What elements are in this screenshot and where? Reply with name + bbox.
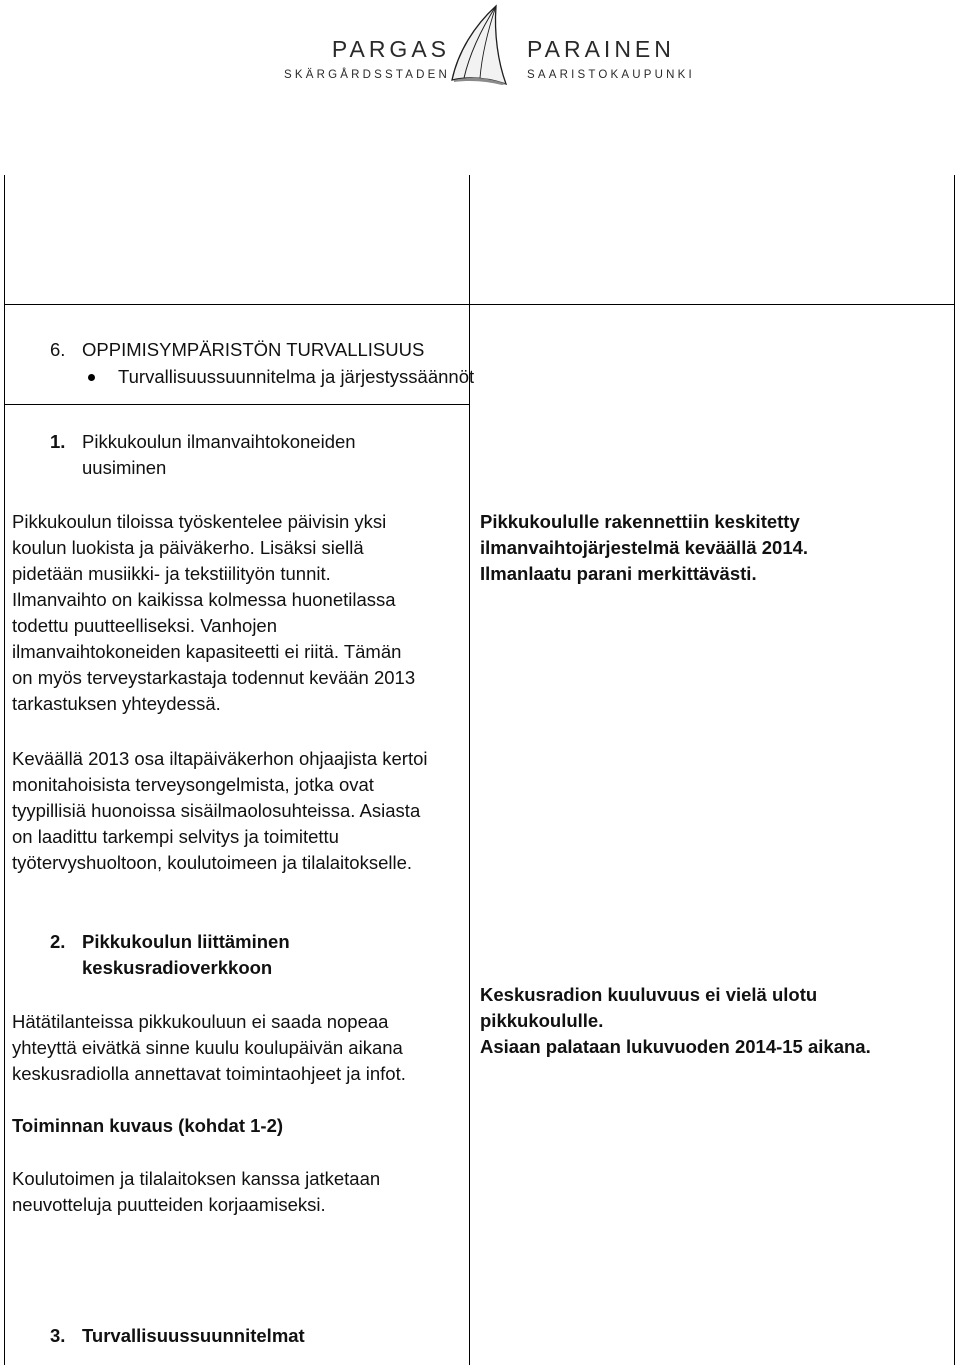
table-border-right: [954, 175, 955, 1365]
section-title: OPPIMISYMPÄRISTÖN TURVALLISUUS: [82, 339, 425, 360]
item1-body1-line: pidetään musiikki- ja tekstiilityön tunnit.: [12, 563, 331, 584]
item1-body1-line: Ilmanvaihto on kaikissa kolmessa huonetilassa: [12, 589, 396, 610]
item2-title: [82, 929, 452, 981]
item2-body-line: keskusradiolla annettavat toimintaohjeet ja infot.: [12, 1063, 406, 1084]
item1-body2-line: työtervyshuoltoon, koulutoimeen ja tilalaitokselle.: [12, 852, 413, 873]
item1-number: 1.: [50, 431, 66, 452]
table-row-divider-1: [4, 304, 955, 305]
item2-title-line1: Pikkukoulun liittäminen: [82, 931, 290, 952]
item1-title-line2: uusiminen: [82, 457, 167, 478]
item2-result: [480, 982, 950, 1060]
item1-description-2: [12, 746, 467, 876]
item1-body1-line: ilmanvaihtokoneiden kapasiteetti ei riitä. Tämän: [12, 641, 402, 662]
summary-body: [12, 1166, 467, 1218]
item1-title-line1: Pikkukoulun ilmanvaihtokoneiden: [82, 431, 356, 452]
item1-body2-line: tyypillisiä huonoissa sisäilmaolosuhteissa. Asiasta: [12, 800, 421, 821]
item1-body1-line: Pikkukoulun tiloissa työskentelee päivisin yksi: [12, 511, 387, 532]
sail-logo-icon: [436, 4, 526, 86]
item2-body-line: yhteyttä eivätkä sinne kuulu koulupäivän aikana: [12, 1037, 403, 1058]
table-border-middle: [469, 175, 470, 1365]
summary-body-line: Koulutoimen ja tilalaitoksen kanssa jatketaan: [12, 1168, 381, 1189]
item2-number: 2.: [50, 931, 66, 952]
item1-body1-line: koulun luokista ja päiväkerho. Lisäksi siellä: [12, 537, 364, 558]
section-number: 6.: [50, 339, 66, 360]
item3-title: Turvallisuussuunnitelmat: [82, 1325, 305, 1346]
item1-description: [12, 509, 467, 717]
section-bullet: Turvallisuussuunnitelma ja järjestyssäännöt: [118, 366, 475, 387]
logo-left-name: PARGAS: [331, 36, 450, 62]
bullet-icon: [88, 374, 95, 381]
item3-number: 3.: [50, 1325, 66, 1346]
item1-result: [480, 509, 950, 587]
item1-body1-line: tarkastuksen yhteydessä.: [12, 693, 221, 714]
item2-result-line: Keskusradion kuuluvuus ei vielä ulotu: [480, 984, 818, 1005]
item2-description: [12, 1009, 467, 1087]
table-row-divider-2: [4, 404, 470, 405]
item2-body-line: Hätätilanteissa pikkukouluun ei saada nopeaa: [12, 1011, 389, 1032]
item1-result-line: Ilmanlaatu parani merkittävästi.: [480, 563, 757, 584]
item2-title-line2: keskusradioverkkoon: [82, 957, 273, 978]
table-border-left: [4, 175, 5, 1365]
item1-title: [82, 429, 452, 481]
item2-result-line: pikkukoululle.: [480, 1010, 604, 1031]
summary-title: Toiminnan kuvaus (kohdat 1-2): [12, 1115, 284, 1136]
logo-right-subtitle: SAARISTOKAUPUNKI: [527, 69, 695, 81]
item1-body2-line: on laadittu tarkempi selvitys ja toimitettu: [12, 826, 339, 847]
logo-left-subtitle: SKÄRGÅRDSSTADEN: [283, 69, 450, 81]
item2-result-line: Asiaan palataan lukuvuoden 2014-15 aikana.: [480, 1036, 871, 1057]
item1-body2-line: Keväällä 2013 osa iltapäiväkerhon ohjaajista kertoi: [12, 748, 428, 769]
item1-body2-line: monitahoisista terveysongelmista, jotka ovat: [12, 774, 374, 795]
logo-right-name: PARAINEN: [527, 36, 675, 62]
summary-body-line: neuvotteluja puutteiden korjaamiseksi.: [12, 1194, 326, 1215]
item1-result-line: ilmanvaihtojärjestelmä keväällä 2014.: [480, 537, 809, 558]
item1-body1-line: on myös terveystarkastaja todennut kevään 2013: [12, 667, 416, 688]
item1-body1-line: todettu puutteelliseksi. Vanhojen: [12, 615, 278, 636]
logo-right: [527, 34, 695, 84]
logo-left: [0, 34, 450, 84]
item1-result-line: Pikkukoululle rakennettiin keskitetty: [480, 511, 800, 532]
